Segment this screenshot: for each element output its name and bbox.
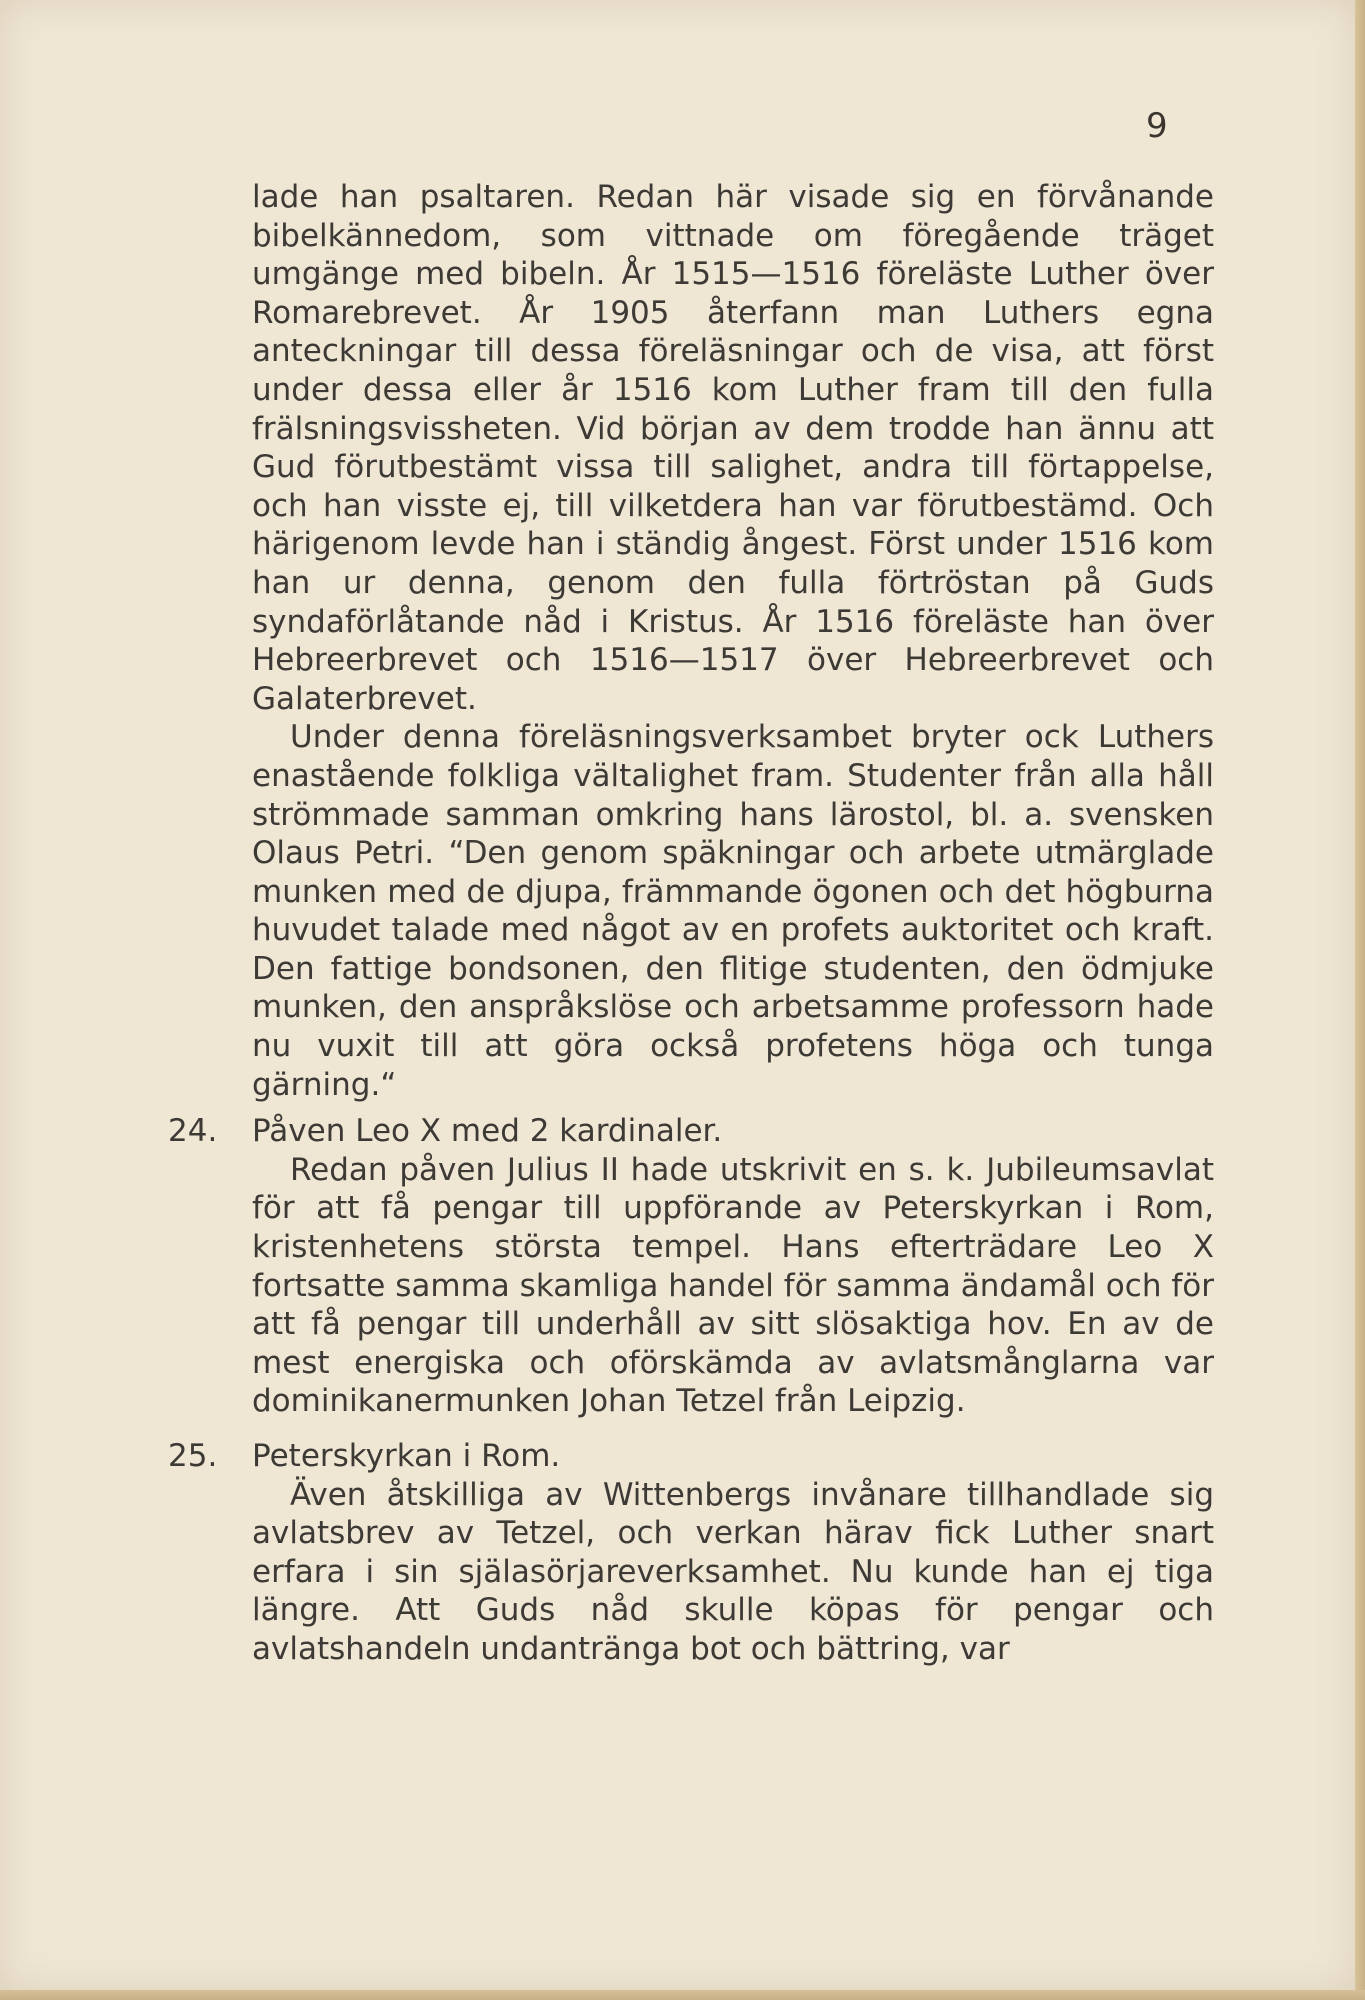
paragraph-2: Under denna föreläsningsverksambet bryter ock Luthers enastående folkliga vältalighet fram. Studenter från alla håll strömmade samman omkring hans lärostol, bl. a. svensken Olaus Petri. “Den genom späkningar och arbete utmärglade munken med de djupa, främmande ögonen och det högburna huvudet talade med något av en profets auktoritet och kraft. Den fattige bondsonen, den flitige studenten, den ödmjuke munken, den anspråkslöse och arbetsamme professorn hade nu vuxit till att göra också profetens höga och tunga gärning.“	[252, 719, 1214, 1103]
page-edge-bottom	[0, 1990, 1365, 2000]
entry-number: 24.	[168, 1113, 218, 1150]
page-edge-right	[1355, 0, 1365, 2000]
entry-title: Påven Leo X med 2 kardinaler.	[252, 1113, 723, 1150]
entry-title: Peterskyrkan i Rom.	[252, 1438, 561, 1474]
spacer	[252, 1104, 1214, 1106]
entry-number: 25.	[168, 1438, 218, 1474]
entry-body: Redan påven Julius II hade utskrivit en s. k. Jubileumsavlat för att få pengar till uppförande av Peterskyrkan i Rom, kristenhetens största tempel. Hans efterträdare Leo X fortsatte samma skamliga handel för samma ändamål och för att få pengar till underhåll av sitt slösaktiga hov. En av de mest energiska och oförskämda av avlatsmånglarna var dominikanermunken Johan Tetzel från Leipzig.	[252, 1151, 1214, 1420]
entry-25	[168, 1437, 1214, 1669]
page-number: 9	[1146, 106, 1168, 146]
entry-body: Även åtskilliga av Wittenbergs invånare tillhandlade sig avlatsbrev av Tetzel, och verkan härav fick Luther snart erfara i sin själasörjareverksamhet. Nu kunde han ej tiga längre. Att Guds nåd skulle köpas för pengar och avlatshandeln undantränga bot och bättring, var	[252, 1476, 1214, 1667]
page-text	[168, 178, 1214, 1669]
paragraph-1: lade han psaltaren. Redan här visade sig en förvånande bibelkännedom, som vittnade om föregående träget umgänge med bibeln. År 1515—1516 föreläste Luther över Romarebrevet. År 1905 återfann man Luthers egna anteckningar till dessa föreläsningar och de visa, att först under dessa eller år 1516 kom Luther fram till den fulla frälsningsvissheten. Vid början av dem trodde han ännu att Gud förutbestämt vissa till salighet, andra till förtappelse, och han visste ej, till vilketdera han var förutbestämd. Och härigenom levde han i ständig ångest. Först under 1516 kom han ur denna, genom den fulla förtröstan på Guds syndaförlåtande nåd i Kristus. År 1516 föreläste han över Hebreerbrevet och 1516—1517 över Hebreerbrevet och Galaterbrevet.	[252, 179, 1214, 717]
entry-24	[168, 1112, 1214, 1421]
spacer	[252, 1421, 1214, 1431]
